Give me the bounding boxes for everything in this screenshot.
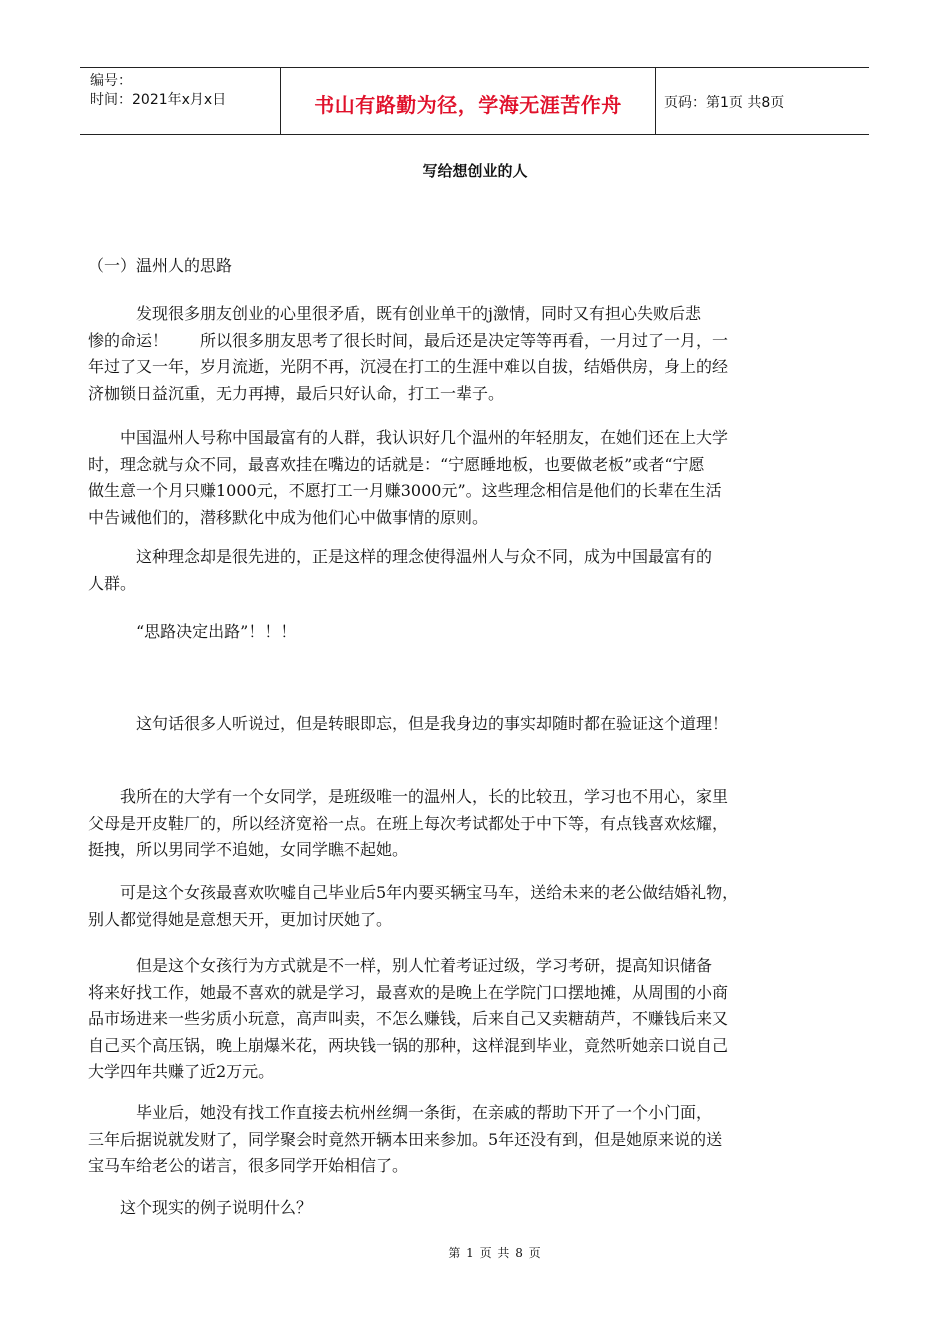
paragraph-line: 毕业后，她没有找工作直接去杭州丝绸一条街，在亲戚的帮助下开了一个小门面， (88, 1103, 713, 1122)
paragraph-line: 发现很多朋友创业的心里很矛盾，既有创业单干的j激情，同时又有担心失败后悲 (88, 304, 701, 323)
paragraph-line: 挺拽，所以男同学不追她，女同学瞧不起她。 (88, 840, 409, 859)
document-date-label: 时间：2021年x月x日 (90, 92, 227, 108)
header-meta-cell (80, 68, 281, 134)
paragraph-line: “思路决定出路”！！！ (88, 622, 297, 641)
paragraph-line: 别人都觉得她是意想天开，更加讨厌她了。 (88, 909, 393, 929)
paragraph-line: 中国温州人号称中国最富有的人群，我认识好几个温州的年轻朋友，在她们还在上大学 (88, 428, 729, 447)
paragraph-6 (88, 784, 858, 864)
header-page-info: 页码：第1页 共8页 (664, 95, 785, 111)
paragraph-8 (88, 953, 858, 1086)
paragraph-line: 济枷锁日益沉重，无力再搏，最后只好认命，打工一辈子。 (88, 383, 505, 403)
page-footer: 第 1 页 共 8 页 (448, 1246, 542, 1260)
paragraph-line: 做生意一个月只赚1000元，不愿打工一月赚3000元”。这些理念相信是他们的长辈在生活 (88, 481, 722, 500)
paragraph-line: 这句话很多人听说过，但是转眼即忘，但是我身边的事实却随时都在验证这个道理！ (88, 714, 729, 733)
paragraph-1 (88, 301, 858, 407)
paragraph-line: 可是这个女孩最喜欢吹嘘自己毕业后5年内要买辆宝马车，送给未来的老公做结婚礼物， (88, 883, 739, 902)
paragraph-line: 将来好找工作，她最不喜欢的就是学习，最喜欢的是晚上在学院门口摆地摊，从周围的小商 (88, 982, 729, 1002)
paragraph-2 (88, 425, 858, 531)
paragraph-4 (88, 619, 858, 646)
paragraph-line: 人群。 (88, 573, 137, 593)
paragraph-line: 大学四年共赚了近2万元。 (88, 1062, 275, 1081)
paragraph-line: 我所在的大学有一个女同学，是班级唯一的温州人，长的比较丑，学习也不用心，家里 (88, 787, 729, 806)
paragraph-line: 但是这个女孩行为方式就是不一样，别人忙着考证过级，学习考研，提高知识储备 (88, 956, 713, 975)
header-motto: 书山有路勤为径，学海无涯苦作舟 (281, 68, 656, 134)
document-number-label: 编号： (90, 73, 132, 89)
paragraph-line: 自己买个高压锅，晚上崩爆米花，两块钱一锅的那种，这样混到毕业，竟然听她亲口说自己 (88, 1035, 729, 1055)
paragraph-line: 宝马车给老公的诺言，很多同学开始相信了。 (88, 1156, 409, 1175)
paragraph-5 (88, 711, 858, 738)
paragraph-line: 年过了又一年，岁月流逝，光阴不再，沉浸在打工的生涯中难以自拔，结婚供房，身上的经 (88, 357, 729, 376)
paragraph-line: 惨的命运！ 所以很多朋友思考了很长时间，最后还是决定等等再看，一月过了一月，一 (88, 330, 729, 350)
paragraph-3 (88, 544, 858, 597)
section-heading: （一）温州人的思路 (88, 256, 233, 275)
document-title: 写给想创业的人 (422, 162, 528, 180)
paragraph-line: 品市场进来一些劣质小玩意，高声叫卖，不怎么赚钱，后来自己又卖糖葫芦，不赚钱后来又 (88, 1009, 729, 1028)
paragraph-10 (88, 1195, 858, 1222)
paragraph-line: 这个现实的例子说明什么？ (88, 1198, 313, 1217)
paragraph-9 (88, 1100, 858, 1180)
paragraph-7 (88, 880, 858, 933)
paragraph-line: 时，理念就与众不同，最喜欢挂在嘴边的话就是：“宁愿睡地板，也要做老板”或者“宁愿 (88, 454, 705, 474)
paragraph-line: 三年后据说就发财了，同学聚会时竟然开辆本田来参加。5年还没有到，但是她原来说的送 (88, 1129, 723, 1149)
paragraph-line: 父母是开皮鞋厂的，所以经济宽裕一点。在班上每次考试都处于中下等，有点钱喜欢炫耀， (88, 813, 729, 833)
header-table (80, 67, 869, 135)
paragraph-line: 中告诫他们的，潜移默化中成为他们心中做事情的原则。 (88, 507, 489, 527)
paragraph-line: 这种理念却是很先进的，正是这样的理念使得温州人与众不同，成为中国最富有的 (88, 547, 713, 566)
